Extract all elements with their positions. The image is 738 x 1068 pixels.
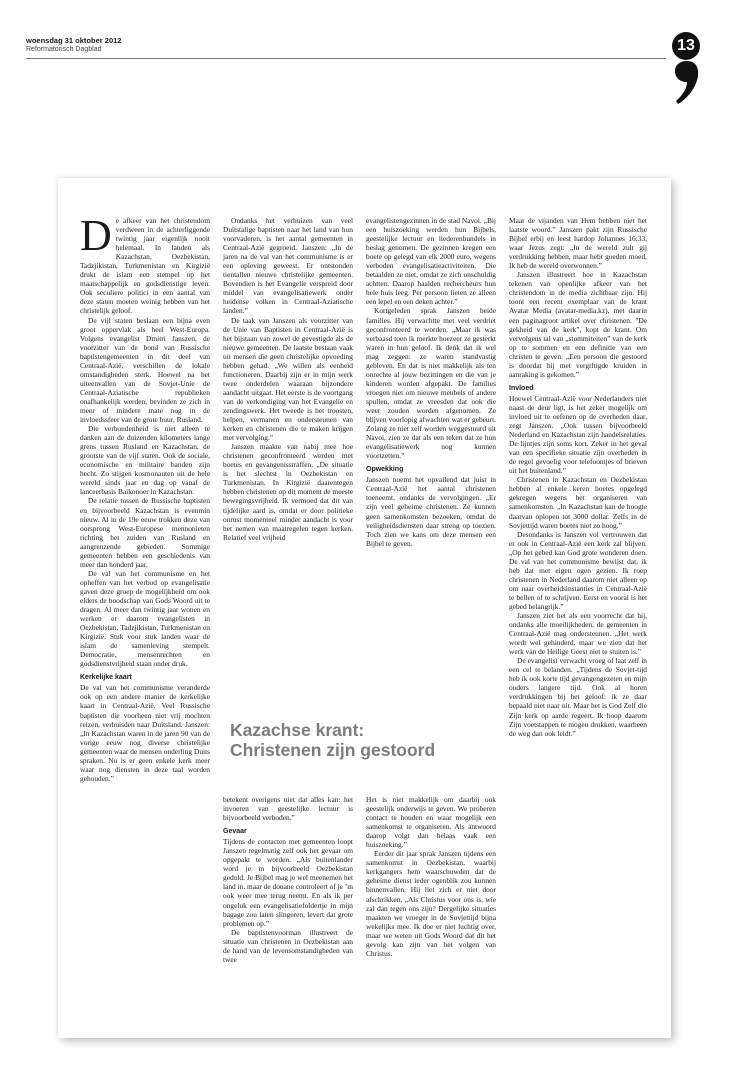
paragraph: Ondanks het verhuizen van veel Duitstalige baptisten naar het land van hun voorvaderen, is het aantal gemeenten in Centraal-Azië gegroeid. Janszen: „In de jaren na de val van het communisme is er een opleving geweest. Er ontstonden tientallen nieuwe christelijke gemeenten. Bovendien is het Evangelie verspreid door middel van evangelisatiewerk onder heidense volken in Centraal-Aziatische landen.” [223,216,353,316]
paragraph: Het is niet makkelijk om daarbij ook geestelijk onderwijs te geven. We proberen contact te houden en waar mogelijk een samenkomst te organiseren. Als antwoord daarop volgt dan helaas vaak een huiszoeking.” [366,795,496,850]
paragraph: Tijdens de contacten met gemeenten loopt Janszen regelmatig zelf ook het gevaar om opgepakt te worden. „Als buitenlander word je in bijvoorbeeld Oezbekistan geduld. Je Bijbel mag je wel meenemen het land in, maar de douane controleert of je ’m ook weer mee terug neemt. En als ik per ongeluk een evangelisatiefoldertje in mijn bagage zou laten slingeren, levert dat grote problemen op.” [223,837,353,928]
article-column-3-lower [366,795,496,958]
page-number-badge: 13 [672,32,700,60]
paragraph: Janszen noemt het opvallend dat juist in Centraal-Azië het aantal christenen toeneemt, ondanks de vervolgingen. „Er zijn veel geheime christenen. Ze kunnen geen samenkomsten bezoeken, omdat de veiligheidsdiensten daar streng op toezien. Toch zien we kans om deze mensen een Bijbel te geven. [366,475,496,548]
article-column-1 [80,211,210,783]
paragraph: betekent overigens niet dat alles kan: het invoeren van geestelijke lectuur is bijvoorbeeld verboden.” [223,795,353,823]
headline-line-1: Kazachse krant: [230,720,365,740]
comma-mark-icon [674,60,700,106]
paragraph: De evangelist verwacht vroeg of laat zelf in een cel te belanden. „Tijdens de Sovjet-tijd heb ik ook korte tijd gevangengezeten en mijn ouders langere tijd. Ook al horen verdrukkingen bij het geloof: ik ze daar bepaald niet naar uit. Maar het is God Zelf die Zijn kerk op aarde regeert. Ik hoop daarom Zijn voetstappen te mogen drukken, waarheen de weg dan ook leidt.” [509,656,647,738]
article-column-4 [509,216,647,738]
paragraph: De baptistenvoorman illustreert de situatie van christenen in Oezbekistan aan de hand van de levensomstandigheden van twee [223,927,353,964]
issue-date: woensdag 31 oktober 2012 [26,36,122,45]
paragraph: Maar de vijanden van Hem hebben niet het laatste woord.” Janszen pakt zijn Russische Bijbel erbij en leest hardop Johannes 16:33, waar Jezus zegt: „In de wereld zult gij verdrukking hebben, maar hebt goeden moed, Ik heb de wereld overwonnen.” [509,216,647,271]
paragraph: De val van het communisme en het opheffen van het verbod op evangelisatie gaven deze groep de mogelijkheid om ook elders de boodschap van Gods Woord uit te dragen. Al meer dan twintig jaar wonen en werken er daarom evangelisten in Oezbekistan, Tadzjikistan, Turkmenistan en Kirgizië. Stuk voor stuk landen waar de islam de samenleving stempelt. Democratie, mensenrechten en godsdienstvrijheid staan onder druk. [80,568,210,669]
subheading-opwekking: Opwekking [366,466,404,474]
paragraph: Janszen illustreert hoe in Kazachstan tekenen van openlijke afkeer van het christendom in de media zichtbaar zijn. Hij toont een recent exemplaar van de krant Avatar Media (avatar-media.kz), met daarin een paginagroot artikel over christenen. ”De gekheid van de kerk”, kopt de krant. Om vervolgens tal van „stommiteiten” van de kerk op te sommen en een definitie van een christen te geven: „Een persoon die gestoord is doordat hij met vergiftigde kruiden in aanraking is gekomen.” [509,270,647,379]
header-rule [26,58,666,59]
paragraph: Hoewel Centraal-Azië voor Nederlanders niet naast de deur ligt, is het zeker mogelijk om invloed uit te oefenen op de overheden daar, zegt Janszen. „Ook tussen bijvoorbeeld Nederland en Kazachstan zijn handelsrelaties. De lijntjes zijn soms kort. Zeker in het geval van een specifieke situatie zijn overheden in de regel gevoelig voor telefoontjes of brieven uit het buitenland.” [509,393,647,476]
paragraph: De vijf staten beslaan een bijna even groot oppervlak als heel West-Europa. Volgens evangelist Dmitri Janszen, de voorzitter van de bond van Russische baptistengemeenten in dit deel van Centraal-Azië, verschillen de lokale omstandigheden sterk. Hoewel na het uiteenvallen van de Sovjet-Unie de Centraal-Aziatische republieken onafhankelijk werden, bevinden ze zich in meer of mindere mate nog in de invloedssfeer van de grote buur, Rusland. [80,315,210,425]
paragraph: Kortgeleden sprak Janszen beide families. Hij verwachtte met veel verdriet geconfronteerd te worden. „Maar ik was verbaasd toen ik merkte hoezeer ze gesterkt waren in hun geloof. Ik denk dat ik wel mag zeggen: ze waren standvastig gebleven. En dat is niet makkelijk als ten onrechte al jouw bezittingen en die van je kinderen worden afgepakt. De families vroegen niet om nieuwe meubels of andere spullen, omdat ze vreesden dat ook die weer zouden worden afgenomen. Ze blijven voorlopig afwachten wat er gebeurt. Zolang ze niet zelf worden weggestuurd uit Navoi, zien ze dat als een teken dat ze hun evangelisatiewerk nog kunnen voortzetten.” [366,306,496,461]
headline-line-2: Christenen zijn gestoord [230,740,436,760]
paragraph: Desondanks is Janszen vol vertrouwen dat er ook in Centraal-Azië een kerk zal blijven. „Op het gebed kan God grote wonderen doen. De val van het communisme bewijst dat, ik heb dat met eigen ogen gezien. Ik roep christenen in Nederland daarom niet alleen op om naar overheidsinstanties in Centraal-Azië te bellen of te schrijven. Eerst en vooral is het gebed belangrijk.” [509,529,647,611]
paragraph: De taak van Janszen als voorzitter van de Unie van Baptisten in Centraal-Azië is het bijstaan van zowel de gevestigde als de nieuwe gemeenten. De laatste bestaan vaak uit mensen die geen christelijke opvoeding hebben gehad. „We willen als eenheid functioneren. Daarbij zijn er in mijn werk twee onderdelen waaraan bijzondere aandacht uitgaat. Het eerste is de voortgang van de verkondiging van het Evangelie en zendingswerk. Het tweede is het troosten, helpen, vermanen en ondersteunen van kerken en christenen die te maken krijgen met vervolging.” [223,315,353,443]
paragraph: e afkeer van het christendom verdween in de achterliggende twintig jaar eigenlijk nooit helemaal. In landen als Kazachstan, Oezbekistan, Tadzjikistan, Turkmenistan en Kirgizië drukt de islam een stempel op het maatschappelijk en godsdienstige leven. Ook seculiere politici in een aantal van deze staten moeten weinig hebben van het christelijk geloof. [80,216,210,316]
newspaper-name: Reformatorisch Dagblad [26,46,102,53]
paragraph: Janszen ziet het als een voorrecht dat hij, ondanks alle moeilijkheden, de gemeenten in Centraal-Azië mag ondersteunen. „Het werk wordt wel gehinderd, maar we zien dat het werk van de Heilige Geest niet te stuiten is.” [509,611,647,657]
article-column-3 [366,216,496,548]
paragraph: Die verbondenheid is niet alleen te danken aan de duizenden kilometers lange grens tussen Rusland en Kazachstan, de grootste van de vijf staten. Ook de sociale, economische en militaire banden zijn hecht. Zo stijgen kosmonauten uit de hele wereld sinds jaar en dag op vanaf de lanceerbasis Baikonoer in Kazachstan. [80,424,210,497]
article-headline [230,720,500,760]
paragraph: De relatie tussen de Russische baptisten en bijvoorbeeld Kazachstan is evenmin nieuw. Al in de 19e eeuw trokken deze van oorsprong West-Europese mennonieten richting het zuiden van Rusland en aangrenzende gebieden. Sommige gemeenten hebben een geschiedenis van meer dan honderd jaar. [80,496,210,569]
subheading-kerkelijke-kaart: Kerkelijke kaart [80,674,132,682]
article-column-2-lower [223,795,353,964]
paragraph: Eerder dit jaar sprak Janszen tijdens een samenkomst in Oezbekistan, waarbij kerkgangers hem waarschuwden dat de geheime dienst ieder ogenblik zou kunnen binnenvallen. Hij liet zich er niet door afschrikken. „Als Christus voor ons is, wie zal dan tegen ons zijn? Dergelijke situaties maakten we vroeger in de Sovjettijd bijna wekelijks mee. Ik doe er niet luchtig over, maar we weten uit Gods Woord dat dit het gevolg kan zijn van het volgen van Christus. [366,849,496,958]
subheading-gevaar: Gevaar [223,828,247,836]
drop-cap: D [80,211,112,260]
paragraph: Christenen in Kazachstan en Oezbekistan hebben al enkele keren boetes opgelegd gekregen wegens het organiseren van samenkomsten. „In Kazachstan kan de hoogte daarvan oplopen tot 3000 dollar. Zelfs in de Sovjettijd waren boetes niet zo hoog.” [509,475,647,530]
paragraph: Janszen maakte van nabij mee hoe christenen geconfronteerd werden met boetes en gevangenisstraffen. „De situatie is het slechtst in Oezbekistan en Turkmenistan. In Kirgizië daarentegen hebben christenen op dit moment de meeste bewegingsvrijheid. Ik vermoed dat dit van tijdelijke aard is, omdat er door politieke onrust momenteel minder aandacht is voor het nemen van maatregelen tegen kerken. Relatief veel vrijheid [223,442,353,542]
subheading-invloed: Invloed [509,384,534,392]
paragraph: De val van het communisme veranderde ook op een andere manier de kerkelijke kaart in Centraal-Azië. Veel Russische baptisten die voorheen niet vrij mochten reizen, verhuisden naar Duitsland. Janszen: „In Kazachstan waren in de jaren 90 van de vorige eeuw nog diverse christelijke gemeenten waar de mensen onderling Duits spraken. Nu is er geen enkele kerk meer waar nog diensten in deze taal worden gehouden.” [80,683,210,783]
article-column-2 [223,216,353,542]
paragraph: evangelistengezinnen in de stad Navoi. „Bij een huiszoeking werden hun Bijbels, geestelijke lectuur en liederenbundels in beslag genomen. De gezinnen kregen een boete op gelegd van elk 2000 euro, wegens verboden evangelisatieactiviteiten. Die betaalden ze niet, omdat ze zich onschuldig achtten. Daarop haalden rechercheurs hun hele huis leeg. Per persoon lieten ze alleen een lepel en een deken achter.” [366,216,496,307]
